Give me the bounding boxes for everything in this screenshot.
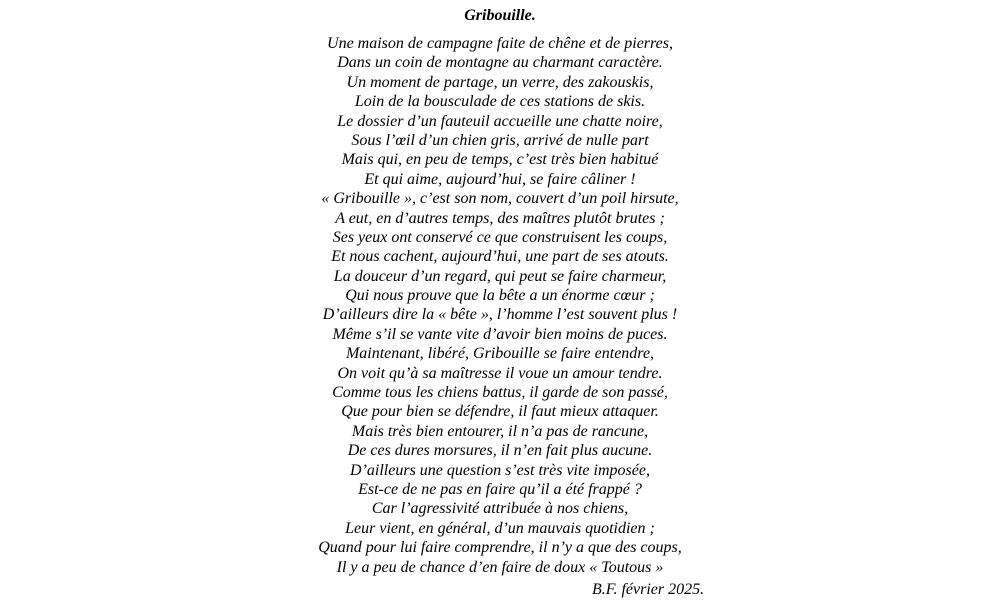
poem-line: Comme tous les chiens battus, il garde de son passé, [332, 384, 668, 402]
poem-line: Même s’il se vante vite d’avoir bien moins de puces. [332, 325, 668, 343]
poem-line: A eut, en d’autres temps, des maîtres plutôt brutes ; [335, 209, 665, 227]
poem-line: Mais qui, en peu de temps, c’est très bien habitué [341, 151, 659, 169]
poem-line: On voit qu’à sa maîtresse il voue un amour tendre. [337, 364, 663, 382]
poem-line: La douceur d’un regard, qui peut se faire charmeur, [333, 267, 667, 285]
poem-line: Il y a peu de chance d’en faire de doux « Toutous » [336, 558, 664, 576]
poem-line: Ses yeux ont conservé ce que construisent les coups, [332, 228, 668, 246]
signature: B.F. février 2025. [592, 581, 705, 598]
poem-title: Gribouille. [464, 7, 536, 24]
poem-line: Leur vient, en général, d’un mauvais quotidien ; [345, 519, 655, 537]
poem-line: D’ailleurs une question s’est très vite imposée, [350, 461, 650, 479]
poem-line: Qui nous prouve que la bête a un énorme cœur ; [345, 287, 655, 305]
poem-line: Et qui aime, aujourd’hui, se faire câliner ! [364, 170, 636, 188]
poem-line: Car l’agressivité attribuée à nos chiens, [371, 500, 629, 518]
poem-line: Et nous cachent, aujourd’hui, une part de ses atouts. [331, 248, 669, 266]
poem-line: Est-ce de ne pas en faire qu’il a été frappé ? [358, 480, 642, 498]
poem-line: Quand pour lui faire comprendre, il n’y a que des coups, [318, 539, 682, 557]
poem-line: Sous l’œil d’un chien gris, arrivé de nulle part [351, 131, 649, 149]
poem-line: « Gribouille », c’est son nom, couvert d’un poil hirsute, [321, 190, 679, 208]
poem-body [0, 34, 1000, 577]
poem-line: Mais très bien entourer, il n’a pas de rancune, [351, 422, 649, 440]
poem-line: De ces dures morsures, il n’en fait plus aucune. [347, 442, 653, 460]
poem-line: Loin de la bousculade de ces stations de skis. [354, 93, 646, 111]
poem-line: Dans un coin de montagne au charmant caractère. [337, 54, 663, 72]
poem-line: Le dossier d’un fauteuil accueille une chatte noire, [337, 112, 663, 130]
poem-line: Un moment de partage, un verre, des zakouskis, [346, 73, 654, 91]
poem-line: D’ailleurs dire la « bête », l’homme l’est souvent plus ! [322, 306, 678, 324]
poem-line: Une maison de campagne faite de chêne et de pierres, [327, 35, 673, 52]
poem-line: Que pour bien se défendre, il faut mieux attaquer. [341, 403, 659, 421]
poem-line: Maintenant, libéré, Gribouille se faire entendre, [345, 345, 655, 363]
